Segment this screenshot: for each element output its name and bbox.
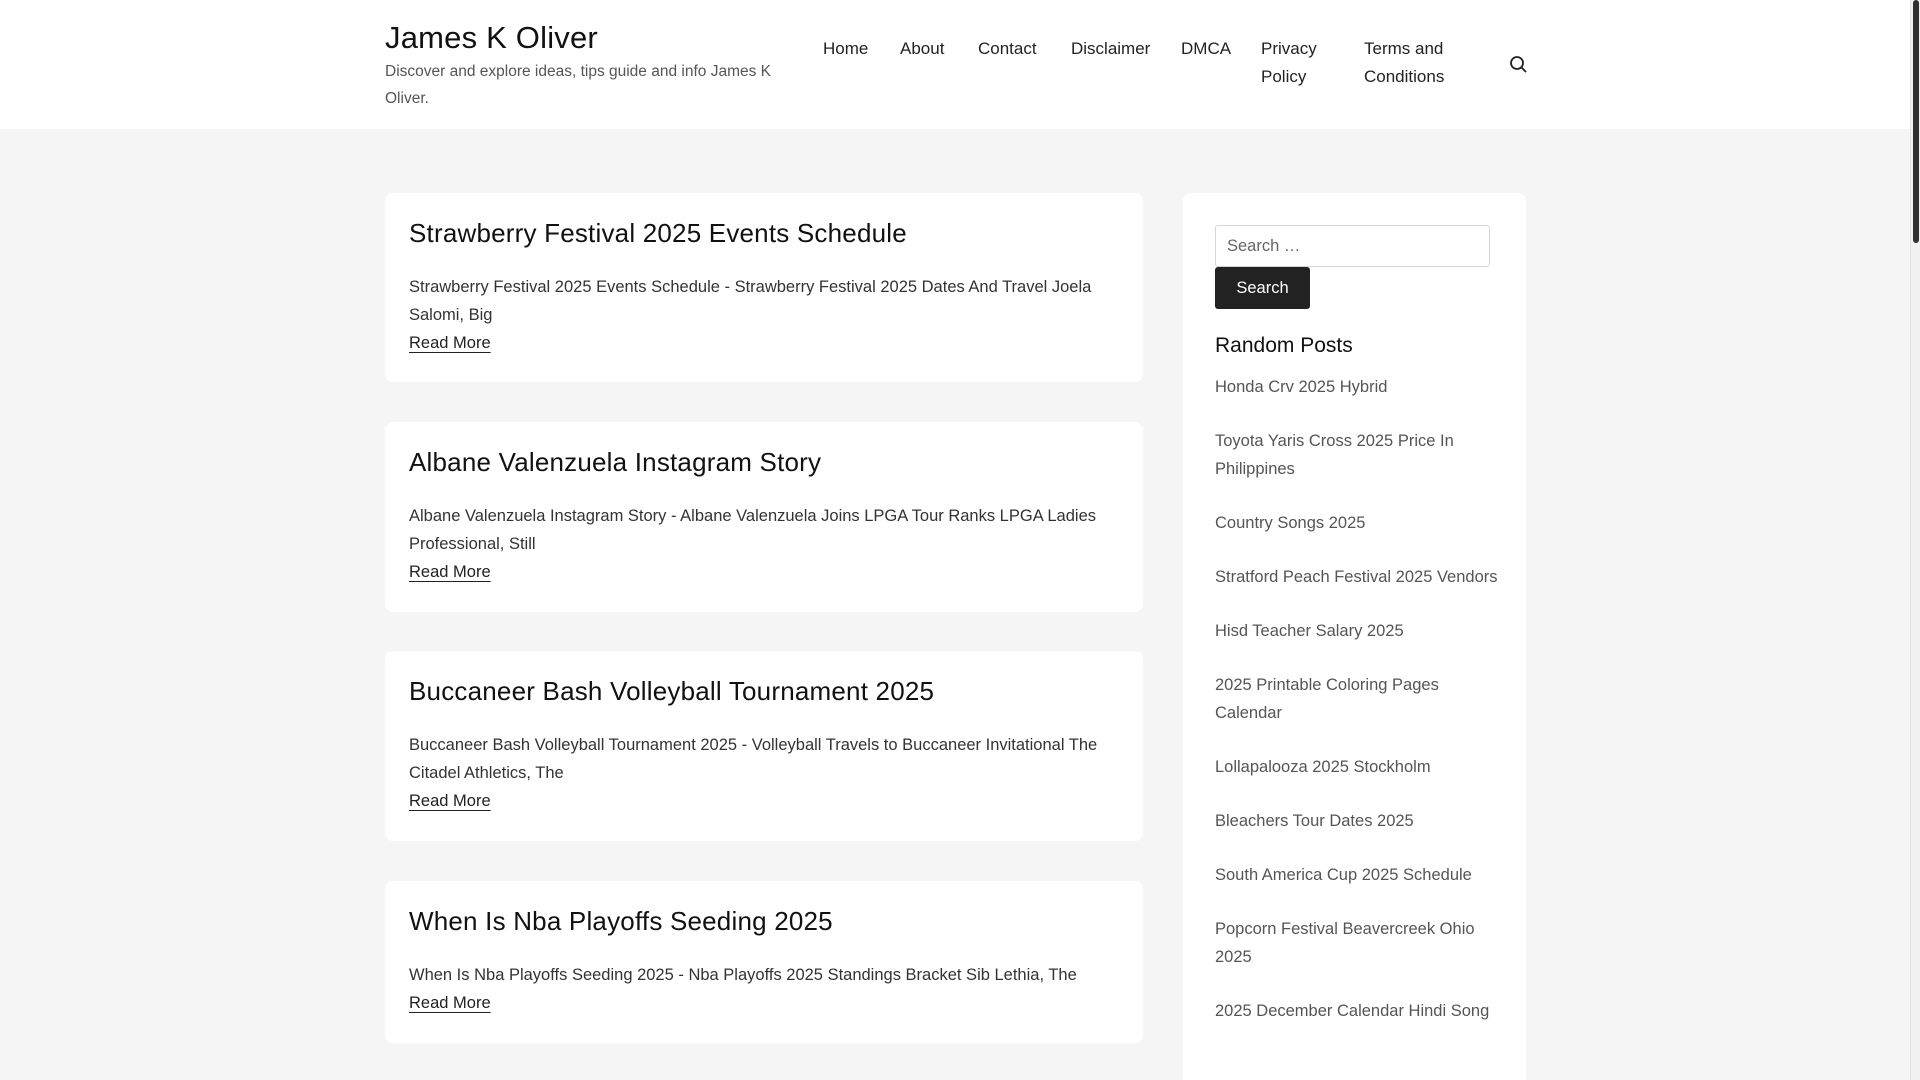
site-title[interactable]: James K Oliver	[385, 20, 598, 55]
random-post-link[interactable]: Country Songs 2025	[1215, 514, 1366, 532]
post-title[interactable]: When Is Nba Playoffs Seeding 2025	[409, 906, 833, 936]
post-excerpt-text: When Is Nba Playoffs Seeding 2025 - Nba Playoffs 2025 Standings Bracket Sib Lethia, The	[409, 966, 1077, 984]
random-post-link[interactable]: Popcorn Festival Beavercreek Ohio 2025	[1215, 920, 1475, 966]
search-icon[interactable]	[1507, 53, 1529, 75]
post-title[interactable]: Buccaneer Bash Volleyball Tournament 2025	[409, 676, 935, 706]
read-more-link[interactable]: Read More	[409, 994, 491, 1012]
random-post-link[interactable]: Lollapalooza 2025 Stockholm	[1215, 758, 1431, 776]
nav-item-privacy-policy[interactable]: Privacy Policy	[1261, 39, 1317, 86]
nav-item-home[interactable]: Home	[823, 39, 869, 58]
post-excerpt-text: Buccaneer Bash Volleyball Tournament 2025 - Volleyball Travels to Buccaneer Invitational The Citadel Athletics, The	[409, 736, 1098, 782]
random-post-link[interactable]: Honda Crv 2025 Hybrid	[1215, 378, 1388, 396]
post-card	[385, 881, 1143, 1043]
post-title[interactable]: Strawberry Festival 2025 Events Schedule	[409, 218, 907, 248]
nav-item-terms[interactable]: Terms and Conditions	[1364, 39, 1445, 86]
random-post-link[interactable]: Toyota Yaris Cross 2025 Price In Philippines	[1215, 432, 1454, 478]
page-scrollbar[interactable]	[1910, 0, 1920, 1080]
post-card	[385, 651, 1143, 841]
scrollbar-thumb[interactable]	[1913, 0, 1919, 243]
post-excerpt-text: Albane Valenzuela Instagram Story - Albane Valenzuela Joins LPGA Tour Ranks LPGA Ladies Professional, Still	[409, 507, 1096, 553]
post-excerpt	[409, 961, 1121, 1017]
random-post-link[interactable]: 2025 Printable Coloring Pages Calendar	[1215, 676, 1439, 722]
nav-item-disclaimer[interactable]: Disclaimer	[1071, 39, 1151, 58]
random-post-link[interactable]: Hisd Teacher Salary 2025	[1215, 622, 1404, 640]
site-tagline: Discover and explore ideas, tips guide and info James K Oliver.	[385, 63, 771, 107]
post-excerpt-text: Strawberry Festival 2025 Events Schedule - Strawberry Festival 2025 Dates And Travel Joela Salomi, Big	[409, 278, 1092, 324]
post-card	[385, 193, 1143, 382]
read-more-link[interactable]: Read More	[409, 792, 491, 810]
post-excerpt	[409, 273, 1121, 357]
random-post-link[interactable]: Stratford Peach Festival 2025 Vendors	[1215, 568, 1498, 586]
read-more-link[interactable]: Read More	[409, 334, 491, 352]
post-excerpt	[409, 731, 1121, 815]
random-post-link[interactable]: 2025 December Calendar Hindi Song	[1215, 1002, 1490, 1020]
random-post-link[interactable]: Bleachers Tour Dates 2025	[1215, 812, 1414, 830]
site-branding	[385, 18, 785, 112]
nav-item-dmca[interactable]: DMCA	[1181, 39, 1232, 58]
post-title[interactable]: Albane Valenzuela Instagram Story	[409, 447, 822, 477]
random-posts-list	[1215, 373, 1505, 1051]
nav-item-contact[interactable]: Contact	[978, 39, 1037, 58]
nav-item-about[interactable]: About	[900, 39, 945, 58]
site-header	[0, 0, 1910, 129]
sidebar	[1183, 193, 1526, 1080]
read-more-link[interactable]: Read More	[409, 563, 491, 581]
search-input[interactable]	[1215, 225, 1490, 267]
post-card	[385, 422, 1143, 612]
random-posts-title: Random Posts	[1215, 334, 1353, 357]
post-excerpt	[409, 502, 1121, 586]
random-post-link[interactable]: South America Cup 2025 Schedule	[1215, 866, 1472, 884]
search-button[interactable]: Search	[1215, 267, 1310, 309]
